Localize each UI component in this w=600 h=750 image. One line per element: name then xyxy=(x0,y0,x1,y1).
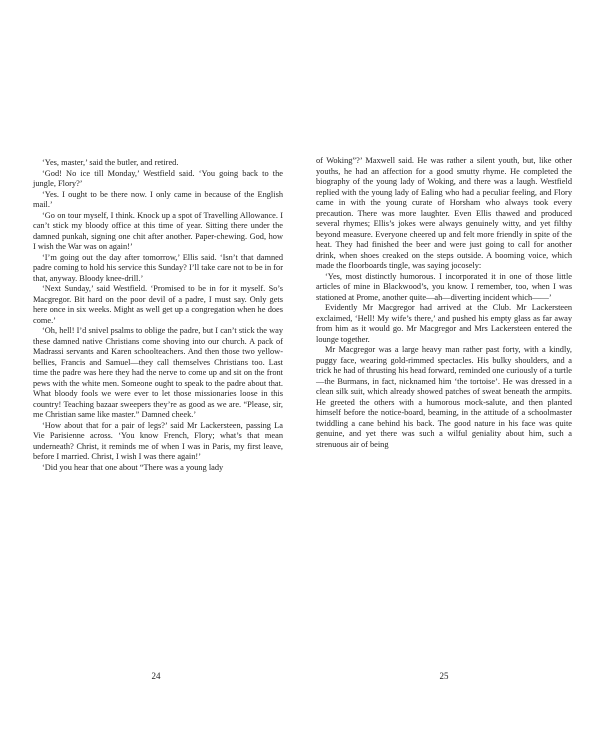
right-page-text xyxy=(316,156,572,450)
paragraph: ‘Oh, hell! I’d snivel psalms to oblige the padre, but I can’t stick the way these damned native Christians come shoving into our church. A pack of Madrassi servants and Karen schoolteachers. And then those two yellow-bellies, Francis and Samuel—they call themselves Christians too. Last time the padre was here they had the nerve to come up and sit on the front pews with the white men. Someone ought to speak to the padre about that. What bloody fools we were ever to let those missionaries loose in this country! Teaching bazaar sweepers they’re as good as we are. “Please, sir, me Christian same like master.” Damned cheek.’ xyxy=(33,326,283,419)
page-number: 25 xyxy=(439,671,449,681)
page-number: 24 xyxy=(151,671,161,681)
paragraph: ‘God! No ice till Monday,’ Westfield said. ‘You going back to the jungle, Flory?’ xyxy=(33,168,283,188)
left-page-text xyxy=(33,158,283,473)
paragraph: ‘Yes, most distinctly humorous. I incorporated it in one of those little articles of mine in Blackwood’s, you know. I remember, too, when I was stationed at Prome, another quite—ah—diverting incident which——’ xyxy=(316,271,572,302)
paragraph: ‘I’m going out the day after tomorrow,’ Ellis said. ‘Isn’t that damned padre coming to hold his service this Sunday? I’ll take care not to be in for that, anyway. Bloody knee-drill.’ xyxy=(33,252,283,283)
paragraph: Mr Macgregor was a large heavy man rather past forty, with a kindly, puggy face, wearing gold-rimmed spectacles. His bulky shoulders, and a trick he had of thrusting his head forward, reminded one curiously of a turtle—the Burmans, in fact, nicknamed him ‘the tortoise’. He was dressed in a clean silk suit, which already showed patches of sweat beneath the armpits. He greeted the others with a humorous mock-salute, and then planted himself before the notice-board, beaming, in the attitude of a schoolmaster twiddling a cane behind his back. The good nature in his face was quite genuine, and yet there was such a wilful geniality about him, such a strenuous air of being xyxy=(316,345,572,449)
paragraph: ‘Go on tour myself, I think. Knock up a spot of Travelling Allowance. I can’t stick my bloody office at this time of year. Sitting there under the damned punkah, signing one chit after another. Paper-chewing. God, how I wish the War was on again!’ xyxy=(33,210,283,251)
paragraph: ‘Yes. I ought to be there now. I only came in because of the English mail.’ xyxy=(33,189,283,209)
paragraph: ‘Next Sunday,’ said Westfield. ‘Promised to be in for it myself. So’s Macgregor. Bit hard on the poor devil of a padre, I must say. Only gets here once in six weeks. Might as well get up a congregation when he does come.’ xyxy=(33,284,283,325)
paragraph: Evidently Mr Macgregor had arrived at the Club. Mr Lackersteen exclaimed, ‘Hell! My wife’s there,’ and pushed his empty glass as far away from him as it would go. Mr Macgregor and Mrs Lackersteen entered the lounge together. xyxy=(316,303,572,344)
paragraph: ‘Yes, master,’ said the butler, and retired. xyxy=(42,158,179,167)
paragraph: of Woking”?’ Maxwell said. He was rather a silent youth, but, like other youths, he had an affection for a good smutty rhyme. He completed the biography of the young lady of Woking, and there was a laugh. Westfield replied with the young lady of Ealing who had a peculiar feeling, and Flory came in with the young curate of Horsham who always took every precaution. There was more laughter. Even Ellis thawed and produced several rhymes; Ellis’s jokes were always genuinely witty, and yet filthy beyond measure. Everyone cheered up and felt more friendly in spite of the heat. They had finished the beer and were just going to call for another drink, when shoes creaked on the steps outside. A booming voice, which made the floorboards tingle, was saying jocosely: xyxy=(316,156,572,270)
paragraph: ‘Did you hear that one about “There was a young lady xyxy=(42,462,224,472)
paragraph: ‘How about that for a pair of legs?’ said Mr Lackersteen, passing La Vie Parisienne across. ‘You know French, Flory; what’s that mean underneath? Christ, it reminds me of when I was in Paris, my first leave, before I married. Christ, I wish I was there again!’ xyxy=(33,420,283,461)
